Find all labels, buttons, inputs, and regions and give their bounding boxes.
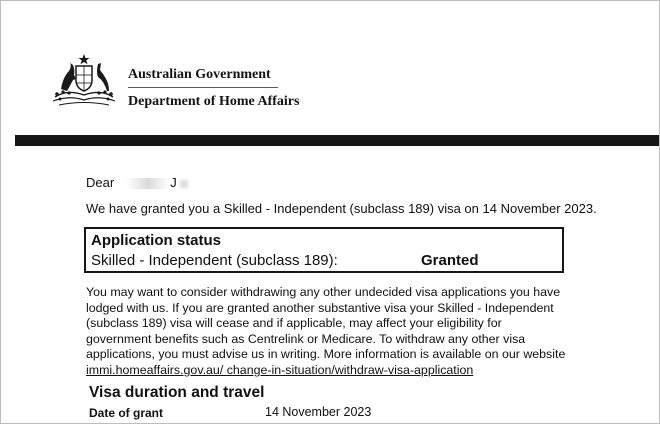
visa-subclass-label: Skilled - Independent (subclass 189): xyxy=(91,252,338,269)
agency-name xyxy=(128,67,299,110)
salutation-word: Dear xyxy=(86,175,115,190)
agency-line-1: Australian Government xyxy=(128,67,278,88)
agency-line-2: Department of Home Affairs xyxy=(128,94,300,109)
coat-of-arms-icon xyxy=(49,53,119,109)
redacted-name xyxy=(126,178,170,189)
visa-duration-heading: Visa duration and travel xyxy=(89,384,265,401)
application-status-box xyxy=(84,227,564,273)
date-of-grant-value: 14 November 2023 xyxy=(265,405,372,419)
date-of-grant-label: Date of grant xyxy=(89,406,164,420)
redacted-name-tail xyxy=(179,179,189,189)
salutation xyxy=(86,175,189,190)
status-value: Granted xyxy=(421,252,479,269)
withdraw-visa-link[interactable]: immi.homeaffairs.gov.au/ change-in-situation/withdraw-visa-application xyxy=(86,362,474,377)
status-box-title: Application status xyxy=(91,232,222,249)
withdrawal-advice-paragraph xyxy=(86,285,566,379)
recipient-initial: J xyxy=(170,175,177,190)
header-divider-bar xyxy=(15,135,660,146)
paragraph-text: You may want to consider withdrawing any other undecided visa applications you have lodged with us. If you are granted another substantive visa your Skilled - Independent (subclass 189) visa will cease and if applicable, may affect your eligibility for government benefits such as Centrelink or Medicare. To withdraw any other visa applications, you must advise us in writing. More information is available on our website xyxy=(86,285,566,362)
grant-sentence: We have granted you a Skilled - Independent (subclass 189) visa on 14 November 2023. xyxy=(86,201,597,216)
